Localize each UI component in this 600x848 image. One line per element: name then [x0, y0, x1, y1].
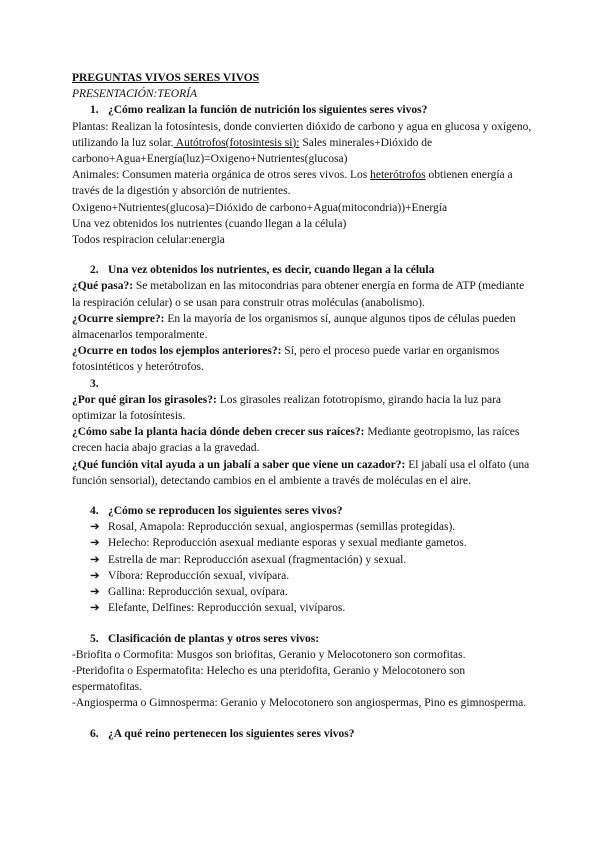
list-item: ➔ Estrella de mar: Reproducción asexual (fragmentación) y sexual. [72, 552, 532, 568]
list-item: ➔ Gallina: Reproducción sexual, ovípara. [72, 584, 532, 600]
question-4-heading: 4. ¿Cómo se reproducen los siguientes seres vivos? [90, 505, 343, 518]
q5-line-2: -Pteridofita o Espermatofita: Helecho es una pteridofita, Geranio y Melocotonero son espermatofitas. [72, 664, 466, 694]
arrow-icon: ➔ [90, 602, 100, 615]
q1-line-5: Todos respiracion celular:energia [72, 234, 225, 247]
arrow-icon: ➔ [90, 521, 100, 534]
reproduction-list [72, 519, 532, 616]
q5-line-3: -Angiosperma o Gimnosperma: Geranio y Melocotonero son angiospermas, Pino es gimnosperma. [72, 697, 527, 710]
question-3-heading: 3. [90, 377, 99, 390]
document-title: PREGUNTAS VIVOS SERES VIVOS [72, 72, 260, 84]
arrow-icon: ➔ [90, 537, 100, 550]
q3-answer-3: ¿Qué función vital ayuda a un jabalí a saber que viene un cazador?: El jabalí usa el olfato (una función sensorial), detectando cambios en el ambiente a través de moléculas en el aire. [72, 458, 530, 487]
q1-plantas-paragraph: Plantas: Realizan la fotosíntesis, donde convierten dióxido de carbono y agua en glucosa y oxígeno, utilizando la luz solar. Autótrofos(fotosintesis si): Sales minerales+Dióxido de carbono+Agua+Energía(luz)=Oxigeno+Nutrientes(glucosa) [72, 120, 532, 166]
list-item: ➔ Helecho: Reproducción asexual mediante esporas y sexual mediante gametos. [72, 535, 532, 551]
question-2-heading: 2. Una vez obtenidos los nutrientes, es decir, cuando llegan a la célula [90, 264, 435, 277]
q5-line-1: -Briofita o Cormofita: Musgos son briofitas, Geranio y Melocotonero son cormofitas. [72, 648, 466, 661]
arrow-icon: ➔ [90, 553, 100, 566]
question-5-heading: 5. Clasificación de plantas y otros seres vivos: [90, 632, 320, 645]
document-subtitle: PRESENTACIÓN:TEORÍA [72, 88, 197, 101]
arrow-icon: ➔ [90, 586, 100, 599]
q2-answer-3: ¿Ocurre en todos los ejemplos anteriores?: Sí, pero el proceso puede variar en organismos fotosintéticos y heterótrofos. [72, 345, 500, 374]
q3-answer-1: ¿Por qué giran los girasoles?: Los girasoles realizan fototropismo, girando hacia la luz para optimizar la fotosíntesis. [72, 393, 502, 423]
question-6-heading: 6. ¿A qué reino pertenecen los siguientes seres vivos? [90, 727, 355, 740]
q1-respiration-formula: Oxigeno+Nutrientes(glucosa)=Dióxido de carbono+Agua(mitocondria))+Energía [72, 201, 448, 214]
q3-answer-2: ¿Cómo sabe la planta hacia dónde deben crecer sus raíces?: Mediante geotropismo, las raíces crecen hacia abajo gracias a la gravedad. [72, 426, 520, 455]
question-1-heading: 1. ¿Cómo realizan la función de nutrición los siguientes seres vivos? [90, 104, 428, 117]
q1-animales-paragraph: Animales: Consumen materia orgánica de otros seres vivos. Los heterótrofos obtienen energía a través de la digestión y absorción de nutrientes. [72, 169, 513, 198]
document-page [72, 70, 532, 742]
q2-answer-2: ¿Ocurre siempre?: En la mayoría de los organismos sí, aunque algunos tipos de células pueden almacenarlos temporalmente. [72, 312, 516, 342]
q2-answer-1: ¿Qué pasa?: Se metabolizan en las mitocondrias para obtener energía en forma de ATP (mediante la respiración celular) o se usan para construir otras moléculas (anabolismo). [72, 280, 525, 309]
list-item: ➔ Víbora: Reproducción sexual, vivípara. [72, 568, 532, 584]
list-item: ➔ Elefante, Delfines: Reproducción sexual, vivíparos. [72, 600, 532, 616]
list-item: ➔ Rosal, Amapola: Reproducción sexual, angiospermas (semillas protegidas). [72, 519, 532, 535]
arrow-icon: ➔ [90, 569, 100, 582]
q1-line-4: Una vez obtenidos los nutrientes (cuando llegan a la célula) [72, 217, 347, 230]
